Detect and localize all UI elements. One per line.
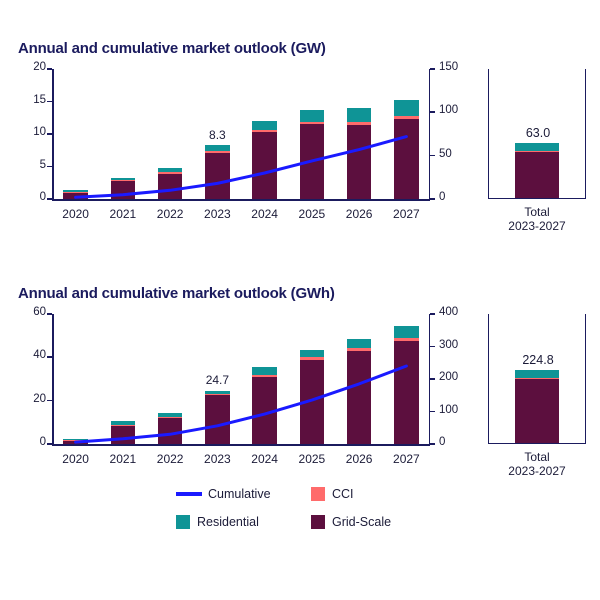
x-tick-label-2026: 2026 xyxy=(345,207,373,221)
cumulative-line xyxy=(52,69,430,199)
y-tick-mark-right xyxy=(430,411,435,413)
bar-annotation: 8.3 xyxy=(209,128,226,143)
x-tick-label-2023: 2023 xyxy=(204,452,231,466)
x-tick-label-2020: 2020 xyxy=(62,207,89,221)
legend-label-cumulative: Cumulative xyxy=(208,487,271,501)
x-tick-label-2027: 2027 xyxy=(393,452,420,466)
y-tick-mark-right xyxy=(430,111,435,113)
chart-gwh-total-caption xyxy=(488,450,586,478)
total-bar xyxy=(515,143,559,198)
chart-gwh-plot xyxy=(18,308,470,493)
y-tick-mark-right xyxy=(430,378,435,380)
total-bar-segment-cci xyxy=(515,378,559,380)
chart-gwh-total-panel xyxy=(488,308,588,493)
y-tick-label-right: 150 xyxy=(439,61,459,73)
y-tick-label-left: 0 xyxy=(39,436,46,448)
total-label-line1: Total xyxy=(524,450,550,464)
total-bar-segment-grid-scale xyxy=(515,152,559,198)
bar-annotation: 24.7 xyxy=(205,373,230,388)
chart-gwh-title: Annual and cumulative market outlook (GWh) xyxy=(18,285,335,302)
y-tick-label-right: 0 xyxy=(439,191,446,203)
y-tick-mark-right xyxy=(430,155,435,157)
cumulative-line xyxy=(52,314,430,444)
y-tick-label-right: 0 xyxy=(439,436,446,448)
legend-swatch-residential xyxy=(176,515,190,529)
legend-line-icon xyxy=(176,492,202,496)
total-bar-segment-grid-scale xyxy=(515,379,559,443)
y-tick-label-left: 0 xyxy=(39,191,46,203)
x-tick-label-2021: 2021 xyxy=(109,452,137,466)
chart-gw xyxy=(0,40,600,248)
total-bar xyxy=(515,370,559,443)
x-tick-label-2020: 2020 xyxy=(62,452,89,466)
y-tick-label-right: 50 xyxy=(439,147,452,160)
y-tick-label-right: 100 xyxy=(439,104,459,117)
y-tick-label-right: 100 xyxy=(439,403,459,416)
total-label-line2: 2023-2027 xyxy=(508,219,566,233)
y-tick-mark-right xyxy=(430,346,435,348)
y-tick-label-left: 40 xyxy=(33,349,46,362)
x-axis xyxy=(52,444,430,446)
y-tick-mark-right xyxy=(430,68,435,70)
x-tick-label-2022: 2022 xyxy=(156,452,184,466)
legend-swatch-cci xyxy=(311,487,325,501)
x-tick-label-2025: 2025 xyxy=(298,207,326,221)
x-tick-label-2025: 2025 xyxy=(298,452,326,466)
chart-legend xyxy=(176,487,496,543)
total-label-line1: Total xyxy=(524,205,550,219)
y-tick-label-right: 400 xyxy=(439,306,459,318)
x-tick-label-2027: 2027 xyxy=(393,207,420,221)
chart-gwh xyxy=(0,285,600,493)
total-bar-segment-cci xyxy=(515,151,559,153)
legend-swatch-grid-scale xyxy=(311,515,325,529)
chart-gw-total-value: 63.0 xyxy=(525,126,551,141)
chart-gw-total-caption xyxy=(488,205,586,233)
y-tick-label-right: 200 xyxy=(439,371,459,383)
total-bar-segment-residential xyxy=(515,143,559,150)
y-tick-label-left: 5 xyxy=(39,158,46,171)
x-tick-label-2023: 2023 xyxy=(204,207,231,221)
y-tick-mark-right xyxy=(430,443,435,445)
y-tick-mark-right xyxy=(430,198,435,200)
x-tick-label-2022: 2022 xyxy=(156,207,184,221)
x-axis xyxy=(52,199,430,201)
chart-gw-title: Annual and cumulative market outlook (GW) xyxy=(18,40,326,57)
x-tick-label-2026: 2026 xyxy=(345,452,373,466)
total-label-line2: 2023-2027 xyxy=(508,464,566,478)
legend-label-cci: CCI xyxy=(332,487,354,501)
legend-row-1 xyxy=(176,487,496,501)
x-tick-label-2021: 2021 xyxy=(109,207,137,221)
legend-row-2 xyxy=(176,515,496,529)
y-tick-label-left: 20 xyxy=(33,392,46,405)
y-tick-label-left: 60 xyxy=(33,306,46,318)
chart-gwh-total-value: 224.8 xyxy=(522,352,554,367)
y-tick-label-right: 300 xyxy=(439,338,459,351)
y-tick-label-left: 10 xyxy=(33,126,46,138)
x-tick-label-2024: 2024 xyxy=(251,452,278,466)
chart-gw-plot xyxy=(18,63,470,248)
legend-item-residential xyxy=(176,515,311,529)
legend-item-grid-scale xyxy=(311,515,446,529)
legend-label-residential: Residential xyxy=(197,515,259,529)
y-tick-label-left: 20 xyxy=(33,61,46,73)
legend-item-cumulative xyxy=(176,487,311,501)
y-tick-mark-right xyxy=(430,313,435,315)
legend-label-grid-scale: Grid-Scale xyxy=(332,515,392,529)
y-tick-label-left: 15 xyxy=(33,93,46,106)
legend-item-cci xyxy=(311,487,446,501)
x-tick-label-2024: 2024 xyxy=(251,207,278,221)
chart-gw-total-panel xyxy=(488,63,588,248)
total-bar-segment-residential xyxy=(515,370,559,378)
